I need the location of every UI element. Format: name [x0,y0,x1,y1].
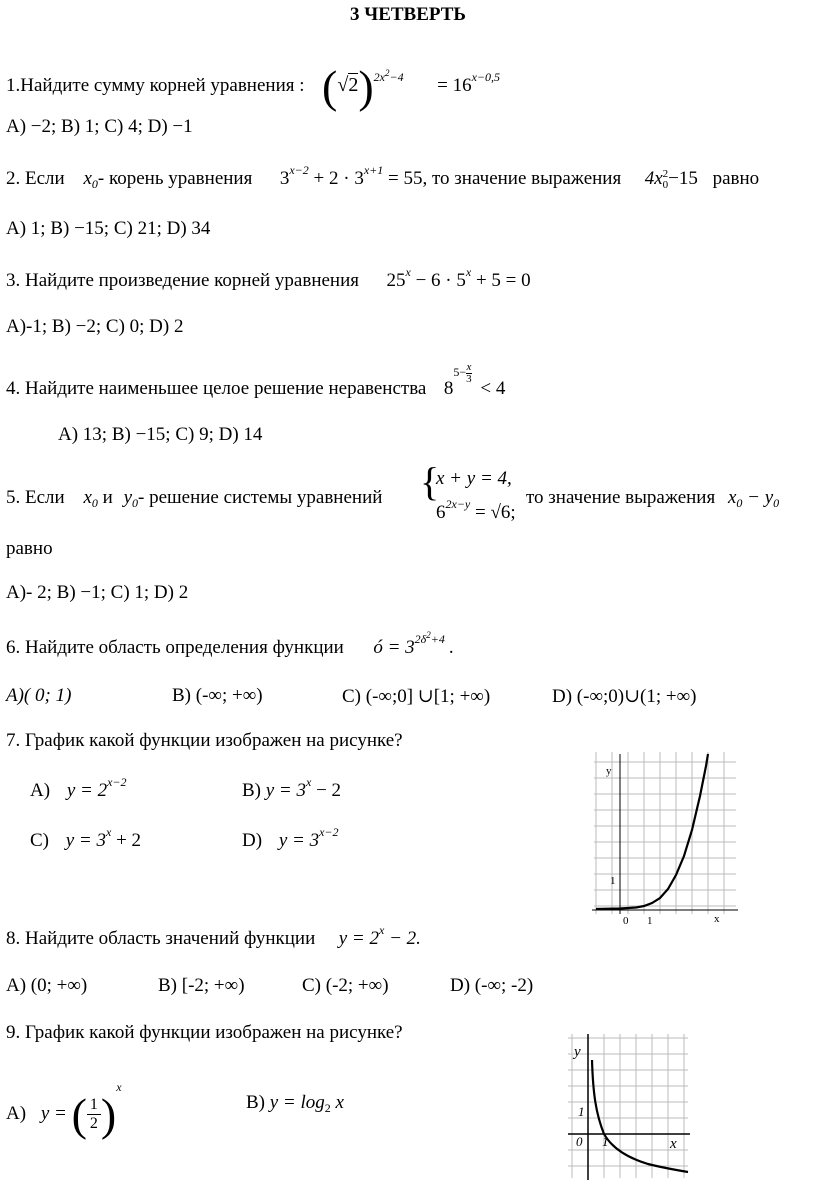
q5-eq2: $6^{2x-y} = √6$; [436,497,516,523]
q7-answer-b: B) $y = 3^x - 2$ [242,775,342,801]
q9-answer-b: B) $y = \log_2 x$ [246,1092,344,1115]
q9-one-x: 1 [602,1134,609,1149]
q7-x-label: x [714,913,720,925]
q6-answer-b: B) (-∞; +∞) [172,685,263,706]
question-3 [6,265,531,292]
q8-answer-a: A) (0; +∞) [6,975,88,996]
q1-text: 1.Найдите сумму корней уравнения : [6,74,305,96]
q8-text: 8. Найдите область значений функции [6,928,316,949]
q2-answers: A) 1; B) −15; C) 21; D) 34 [6,218,211,239]
q5-expression: $x_0 - y_0$ [727,487,780,510]
q1-paren-close: ) [358,61,374,112]
q9-x-label: x [670,1136,677,1152]
question-8 [6,923,421,950]
q6-answer-c: C) (-∞;0] ∪[1; +∞) [342,686,491,707]
q2-var: $x_0$ [83,168,98,191]
question-1 [6,60,500,113]
page-title: 3 ЧЕТВЕРТЬ [350,4,466,25]
q6-answer-d: D) (-∞;0)∪(1; +∞) [552,686,697,707]
q8-function: $y = 2^x - 2$. [338,923,421,949]
q7-answer-c: C) $y = 3^x + 2$ [30,825,142,851]
q1-rhs: = 16 [437,74,472,96]
q8-answer-b: B) [-2; +∞) [158,975,245,996]
q1-paren-open: ( [322,61,338,112]
q5-brace: { [420,459,440,504]
q7-graph [590,752,740,934]
q3-text: 3. Найдите произведение корней уравнения [6,270,360,291]
question-9: 9. График какой функции изображен на рисунке? [6,1022,403,1043]
q7-answer-d: D) $y = 3^{x-2}$ [242,825,339,851]
question-2 [6,163,760,191]
q6-function: ó = $3^{2\delta^2+4}$ [373,630,445,658]
q9-graph [568,1034,692,1180]
q7-zero: 0 [623,915,629,927]
q5-text-a: 5. Если [6,487,65,508]
q5-answers: A)- 2; B) −1; C) 1; D) 2 [6,582,189,603]
q7-grid [594,752,736,914]
q2-text-a: 2. Если [6,168,65,189]
q9-y-label: y [574,1044,581,1060]
q4-inequality: $8^{5- \frac{x}{3}}$ < 4 [443,360,506,399]
q5-tail [526,487,779,509]
question-5 [6,487,382,509]
q3-answers: A)-1; B) −2; C) 0; D) 2 [6,316,184,337]
q1-rhs-exp: x−0,5 [471,69,501,84]
q6-answer-a: A)( 0; 1) [6,685,72,706]
question-7: 7. График какой функции изображен на рисунке? [6,730,403,751]
q1-sqrt: √2 [337,73,359,96]
q5-text-c: то значение выражения [526,487,716,508]
q5-and: и [102,487,113,508]
q7-y-label: y [606,765,612,777]
q4-answers: A) 13; B) −15; C) 9; D) 14 [58,424,263,445]
q2-text-d: равно [712,168,760,189]
q8-answer-c: C) (-2; +∞) [302,975,389,996]
q5-eq1: x + y = 4, [436,468,512,489]
q7-one-y: 1 [610,875,616,887]
q1-exp-left: 2x2−4 [373,67,404,84]
q9-one-y: 1 [578,1104,585,1119]
q7-one-x: 1 [647,915,653,927]
question-6: 6. Найдите область определения функции ó = $3^{2\delta^2+4}$ . [6,630,454,658]
q9-curve [592,1060,688,1172]
q5-x0: $x_0$ [83,487,98,510]
q5-y0: $y_0$ [123,487,138,510]
q2-text-b: - корень уравнения [97,168,253,189]
q9-zero: 0 [576,1134,583,1149]
q6-text: 6. Найдите область определения функции [6,637,344,658]
q2-text-c: , то значение выражения [422,168,622,189]
q1-answers: A) −2; B) 1; C) 4; D) −1 [6,116,193,137]
q2-equation: $3^{x-2} + 2 \cdot 3^{x+1} = 55$ [279,163,423,189]
q3-equation: $25^x - 6 \cdot 5^x + 5 = 0$ [386,265,531,291]
q5-text-d: равно [6,538,53,559]
q4-text: 4. Найдите наименьшее целое решение неравенства [6,378,427,399]
q8-answer-d: D) (-∞; -2) [450,975,534,996]
q2-expression: 4x 2 0 −15 [644,167,698,191]
q5-text-b: - решение системы уравнений [138,487,383,508]
question-4 [6,360,506,403]
q9-answer-a: A) y = ( $\frac{1}{2}$ )$^x$ [6,1079,122,1140]
q7-answer-a: A) $y = 2^{x-2}$ [30,775,127,801]
